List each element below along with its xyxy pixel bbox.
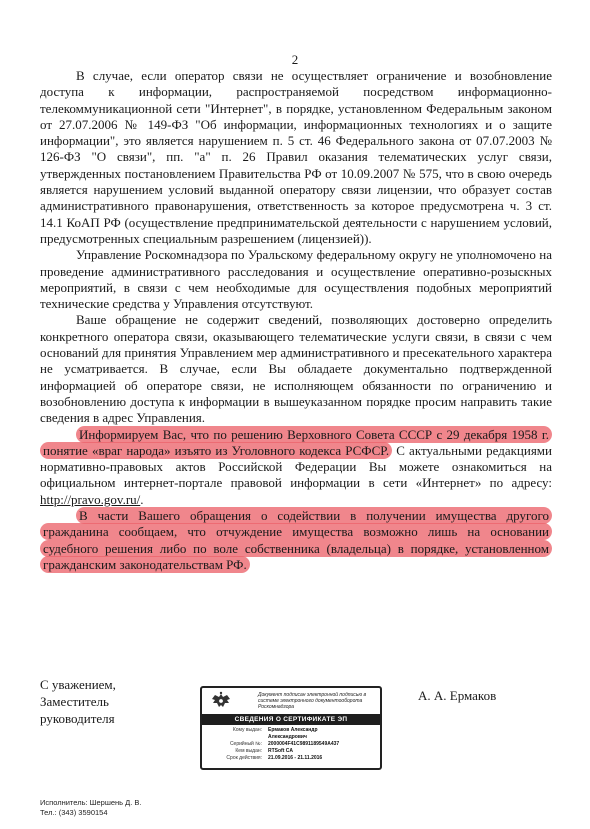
executor-phone: Тел.: (343) 3590154	[40, 808, 108, 817]
certificate-row	[206, 727, 376, 734]
closing-regards: С уважением,	[40, 677, 116, 692]
paragraph-authority: Управление Роскомнадзора по Уральскому федеральному округу не уполномочено на проведение административного расследования и осуществление оперативно-розыскных мероприятий, в связи с чем необходимые для осуществления подобных мероприятий технические средства у Управления отсутствуют.	[40, 247, 552, 312]
certificate-row	[206, 748, 376, 755]
certificate-rows	[202, 725, 380, 764]
closing-position-2: руководителя	[40, 711, 115, 726]
certificate-key	[206, 734, 268, 741]
certificate-key: Срок действия:	[226, 755, 262, 761]
certificate-band: СВЕДЕНИЯ О СЕРТИФИКАТЕ ЭП	[202, 714, 380, 725]
certificate-row	[206, 741, 376, 748]
certificate-value: 2000004F41C9891189549A437	[268, 741, 340, 747]
certificate-header: Документ подписан электронной подписью в системе электронного документооборота Роскомнадзора	[258, 692, 367, 710]
executor-block	[40, 798, 142, 818]
signer-name: А. А. Ермаков	[418, 688, 497, 703]
certificate-top	[202, 688, 380, 714]
paragraph-enemy-of-people	[40, 427, 552, 508]
certificate-row	[206, 755, 376, 762]
certificate-value: Александрович	[268, 734, 307, 740]
certificate-key: Кем выдан:	[235, 748, 262, 754]
pravo-gov-link[interactable]: http://pravo.gov.ru/	[40, 491, 141, 507]
paragraph-property	[40, 508, 552, 573]
certificate-value: RTSoft CA	[268, 748, 293, 754]
page-number: 2	[291, 52, 299, 67]
certificate-row	[206, 734, 376, 741]
certificate-key: Кому выдан:	[232, 727, 262, 733]
closing-position-1: Заместитель	[40, 694, 109, 709]
paragraph-tail: .	[140, 491, 144, 507]
letter-body	[40, 68, 552, 573]
signature-certificate-stamp	[200, 686, 382, 770]
certificate-key: Серийный №:	[229, 741, 262, 747]
certificate-value: 21.09.2016 - 21.11.2016	[268, 755, 323, 761]
paragraph-legal-acts-text: С актуальными редакциями нормативно-правовых актов Российской Федерации Вы можете ознакомиться на официальном интернет-портале правовой информации в сети «Интернет» по адресу:	[40, 442, 552, 491]
paragraph-violation: В случае, если оператор связи не осуществляет ограничение и возобновление доступа к информации, распространяемой посредством информационно-телекоммуникационной сети "Интернет", в порядке, установленном Федеральным законом от 27.07.2006 № 149-ФЗ "Об информации, информационных технологиях и о защите информации", это является нарушением п. 5 ст. 46 Федерального закона от 07.07.2003 № 126-ФЗ "О связи", пп. "а" п. 26 Правил оказания телематических услуг связи, утвержденных постановлением Правительства РФ от 10.09.2007 № 575, что в свою очередь является нарушением условий выданной оператору связи лицензии, что образует состав административного правонарушения, ответственность за которое предусмотрена ч. 3 ст. 14.1 КоАП РФ (осуществление предпринимательской деятельности с нарушением условий, предусмотренных специальным разрешением (лицензией)).	[40, 68, 552, 246]
closing-block	[40, 676, 116, 727]
executor-name: Исполнитель: Шершень Д. В.	[40, 798, 142, 807]
highlight-enemy-of-people: Информируем Вас, что по решению Верховного Совета СССР с 29 декабря 1958 г. понятие «враг народа» изъято из Уголовного кодекса РСФСР.	[40, 426, 552, 459]
highlight-property: В части Вашего обращения о содействии в получении имущества другого гражданина сообщаем, что отчуждение имущества возможно лишь на основании судебного решения либо по воле собственника (владельца) в порядке, установленном гражданским законодательствам РФ.	[40, 507, 552, 573]
double-headed-eagle-icon	[210, 691, 232, 711]
paragraph-appeal: Ваше обращение не содержит сведений, позволяющих достоверно определить конкретного оператора связи, оказывающего телематические услуги связи, в связи с чем оснований для принятия Управлением мер административного и пресекательного характера не усматривается. В случае, если Вы обладаете документально подтвержденной информацией об операторе связи, не исполняющем обязанности по ограничению и возобновлению доступа к информации в вышеуказанном порядке просим направить такие сведения в адрес Управления.	[40, 312, 552, 426]
certificate-value: Ермаков Александр	[268, 727, 318, 733]
